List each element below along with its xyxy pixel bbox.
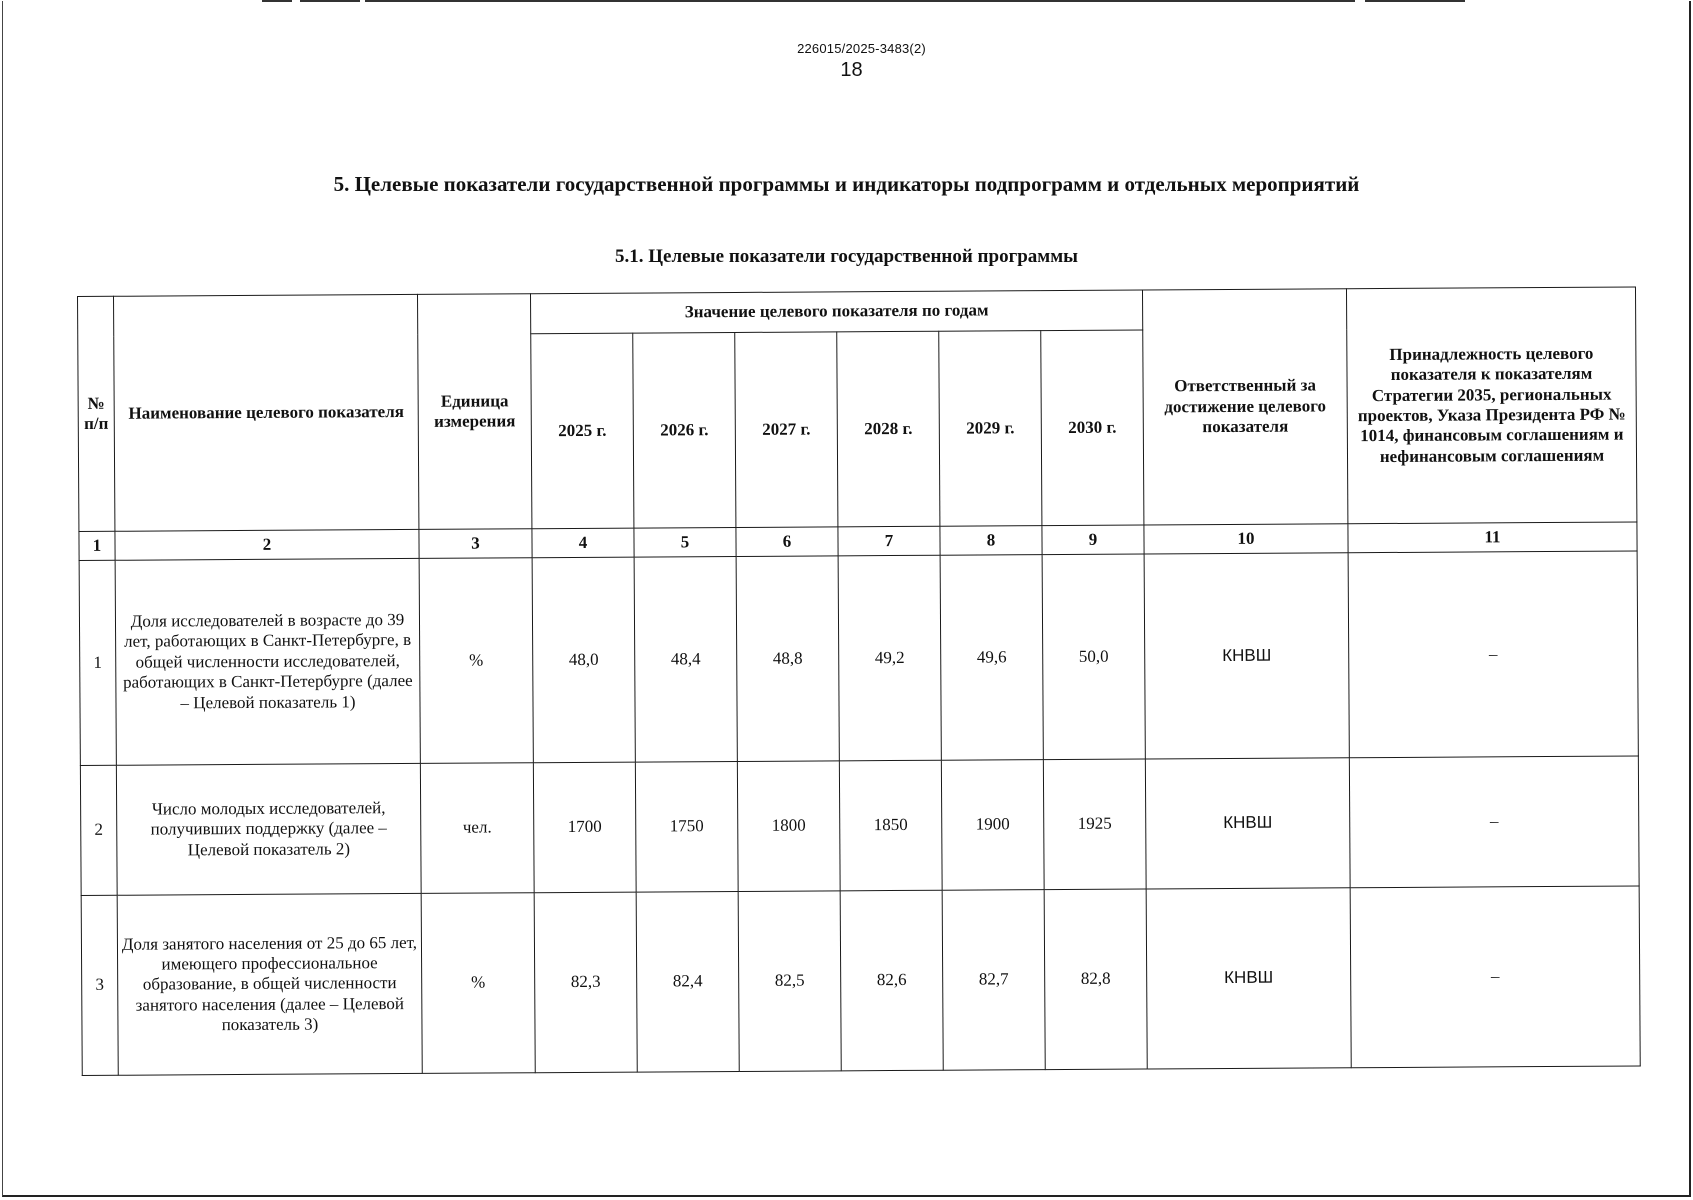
indicator-name: Доля исследователей в возрасте до 39 лет, работающих в Санкт-Петербурге, в общей численности исследователей, работающих в Санкт-Петербурге (далее – Целевой показатель 1) [115,558,420,765]
indicator-unit: % [421,893,535,1074]
column-number: 11 [1348,522,1637,553]
column-number: 9 [1042,525,1144,555]
indicator-value: 82,3 [534,892,637,1073]
indicator-value: 1900 [941,760,1044,891]
subsection-title: 5.1. Целевые показатели государственной программы [614,246,1078,267]
indicator-value: 82,6 [840,890,943,1071]
indicator-unit: чел. [420,763,534,894]
column-number: 3 [419,529,532,559]
indicator-unit: % [419,558,533,764]
column-number: 4 [532,528,634,558]
scan-top-mark [1365,0,1465,2]
indicator-value: 1800 [737,761,840,892]
header-row [78,287,1636,337]
column-number: 6 [736,527,838,557]
header-belonging: Принадлежность целевого показателя к показателям Стратегии 2035, региональных проектов, Указа Президента РФ № 1014, финансовым соглашениям и нефинансовым соглашениям [1346,287,1636,524]
indicator-responsible: КНВШ [1144,553,1349,759]
indicator-value: 1925 [1043,759,1146,890]
indicator-value: 1700 [533,762,636,893]
table-row [81,886,1640,1076]
column-number: 8 [940,526,1042,556]
indicator-value: 82,7 [942,890,1045,1071]
row-number: 2 [80,765,117,895]
scan-top-mark [300,0,360,2]
column-number: 1 [79,531,115,560]
indicator-value: 82,8 [1044,889,1147,1070]
indicator-value: 50,0 [1042,554,1145,760]
indicator-value: 48,8 [736,556,839,762]
table-row [79,551,1638,766]
column-number: 7 [838,526,940,556]
row-number: 1 [79,560,116,765]
header-year: 2026 г. [633,332,736,528]
header-year: 2025 г. [531,333,634,529]
indicator-responsible: КНВШ [1145,758,1350,889]
indicator-name: Число молодых исследователей, получивших поддержку (далее – Целевой показатель 2) [116,763,421,895]
indicator-value: 82,5 [738,891,841,1072]
section-title: 5. Целевые показатели государственной программы и индикаторы подпрограмм и отдельных мероприятий [333,172,1360,196]
column-number: 2 [115,529,419,560]
column-number: 5 [634,527,736,557]
indicator-value: 49,2 [838,555,941,761]
header-year: 2027 г. [735,332,838,528]
header-year: 2029 г. [939,331,1042,527]
header-name: Наименование целевого показателя [114,294,419,531]
indicator-responsible: КНВШ [1146,888,1351,1069]
header-unit: Единица измерения [417,294,531,530]
indicator-value: 1750 [635,761,738,892]
scan-top-mark [262,0,292,2]
header-num: № п/п [78,296,115,531]
registration-number: 226015/2025-3483(2) [797,41,926,56]
row-number: 3 [81,895,118,1075]
indicator-belonging: – [1350,886,1640,1068]
indicators-table [77,286,1641,1076]
header-year: 2028 г. [837,331,940,527]
header-responsible: Ответственный за достижение целевого показателя [1142,289,1347,525]
page-number: 18 [840,59,863,81]
table-row [80,756,1639,896]
indicator-value: 48,0 [532,557,635,763]
header-year: 2030 г. [1041,330,1144,526]
indicator-value: 48,4 [634,556,737,762]
indicator-value: 1850 [839,760,942,891]
indicator-belonging: – [1348,551,1638,758]
header-values-group: Значение целевого показателя по годам [530,290,1142,334]
indicator-name: Доля занятого населения от 25 до 65 лет, имеющего профессиональное образование, в общей численности занятого населения (далее – Целевой показатель 3) [117,893,422,1075]
indicator-value: 82,4 [636,891,739,1072]
column-number: 10 [1144,524,1348,554]
indicator-value: 49,6 [940,555,1043,761]
indicator-belonging: – [1349,756,1639,888]
scan-top-mark [365,0,1355,2]
